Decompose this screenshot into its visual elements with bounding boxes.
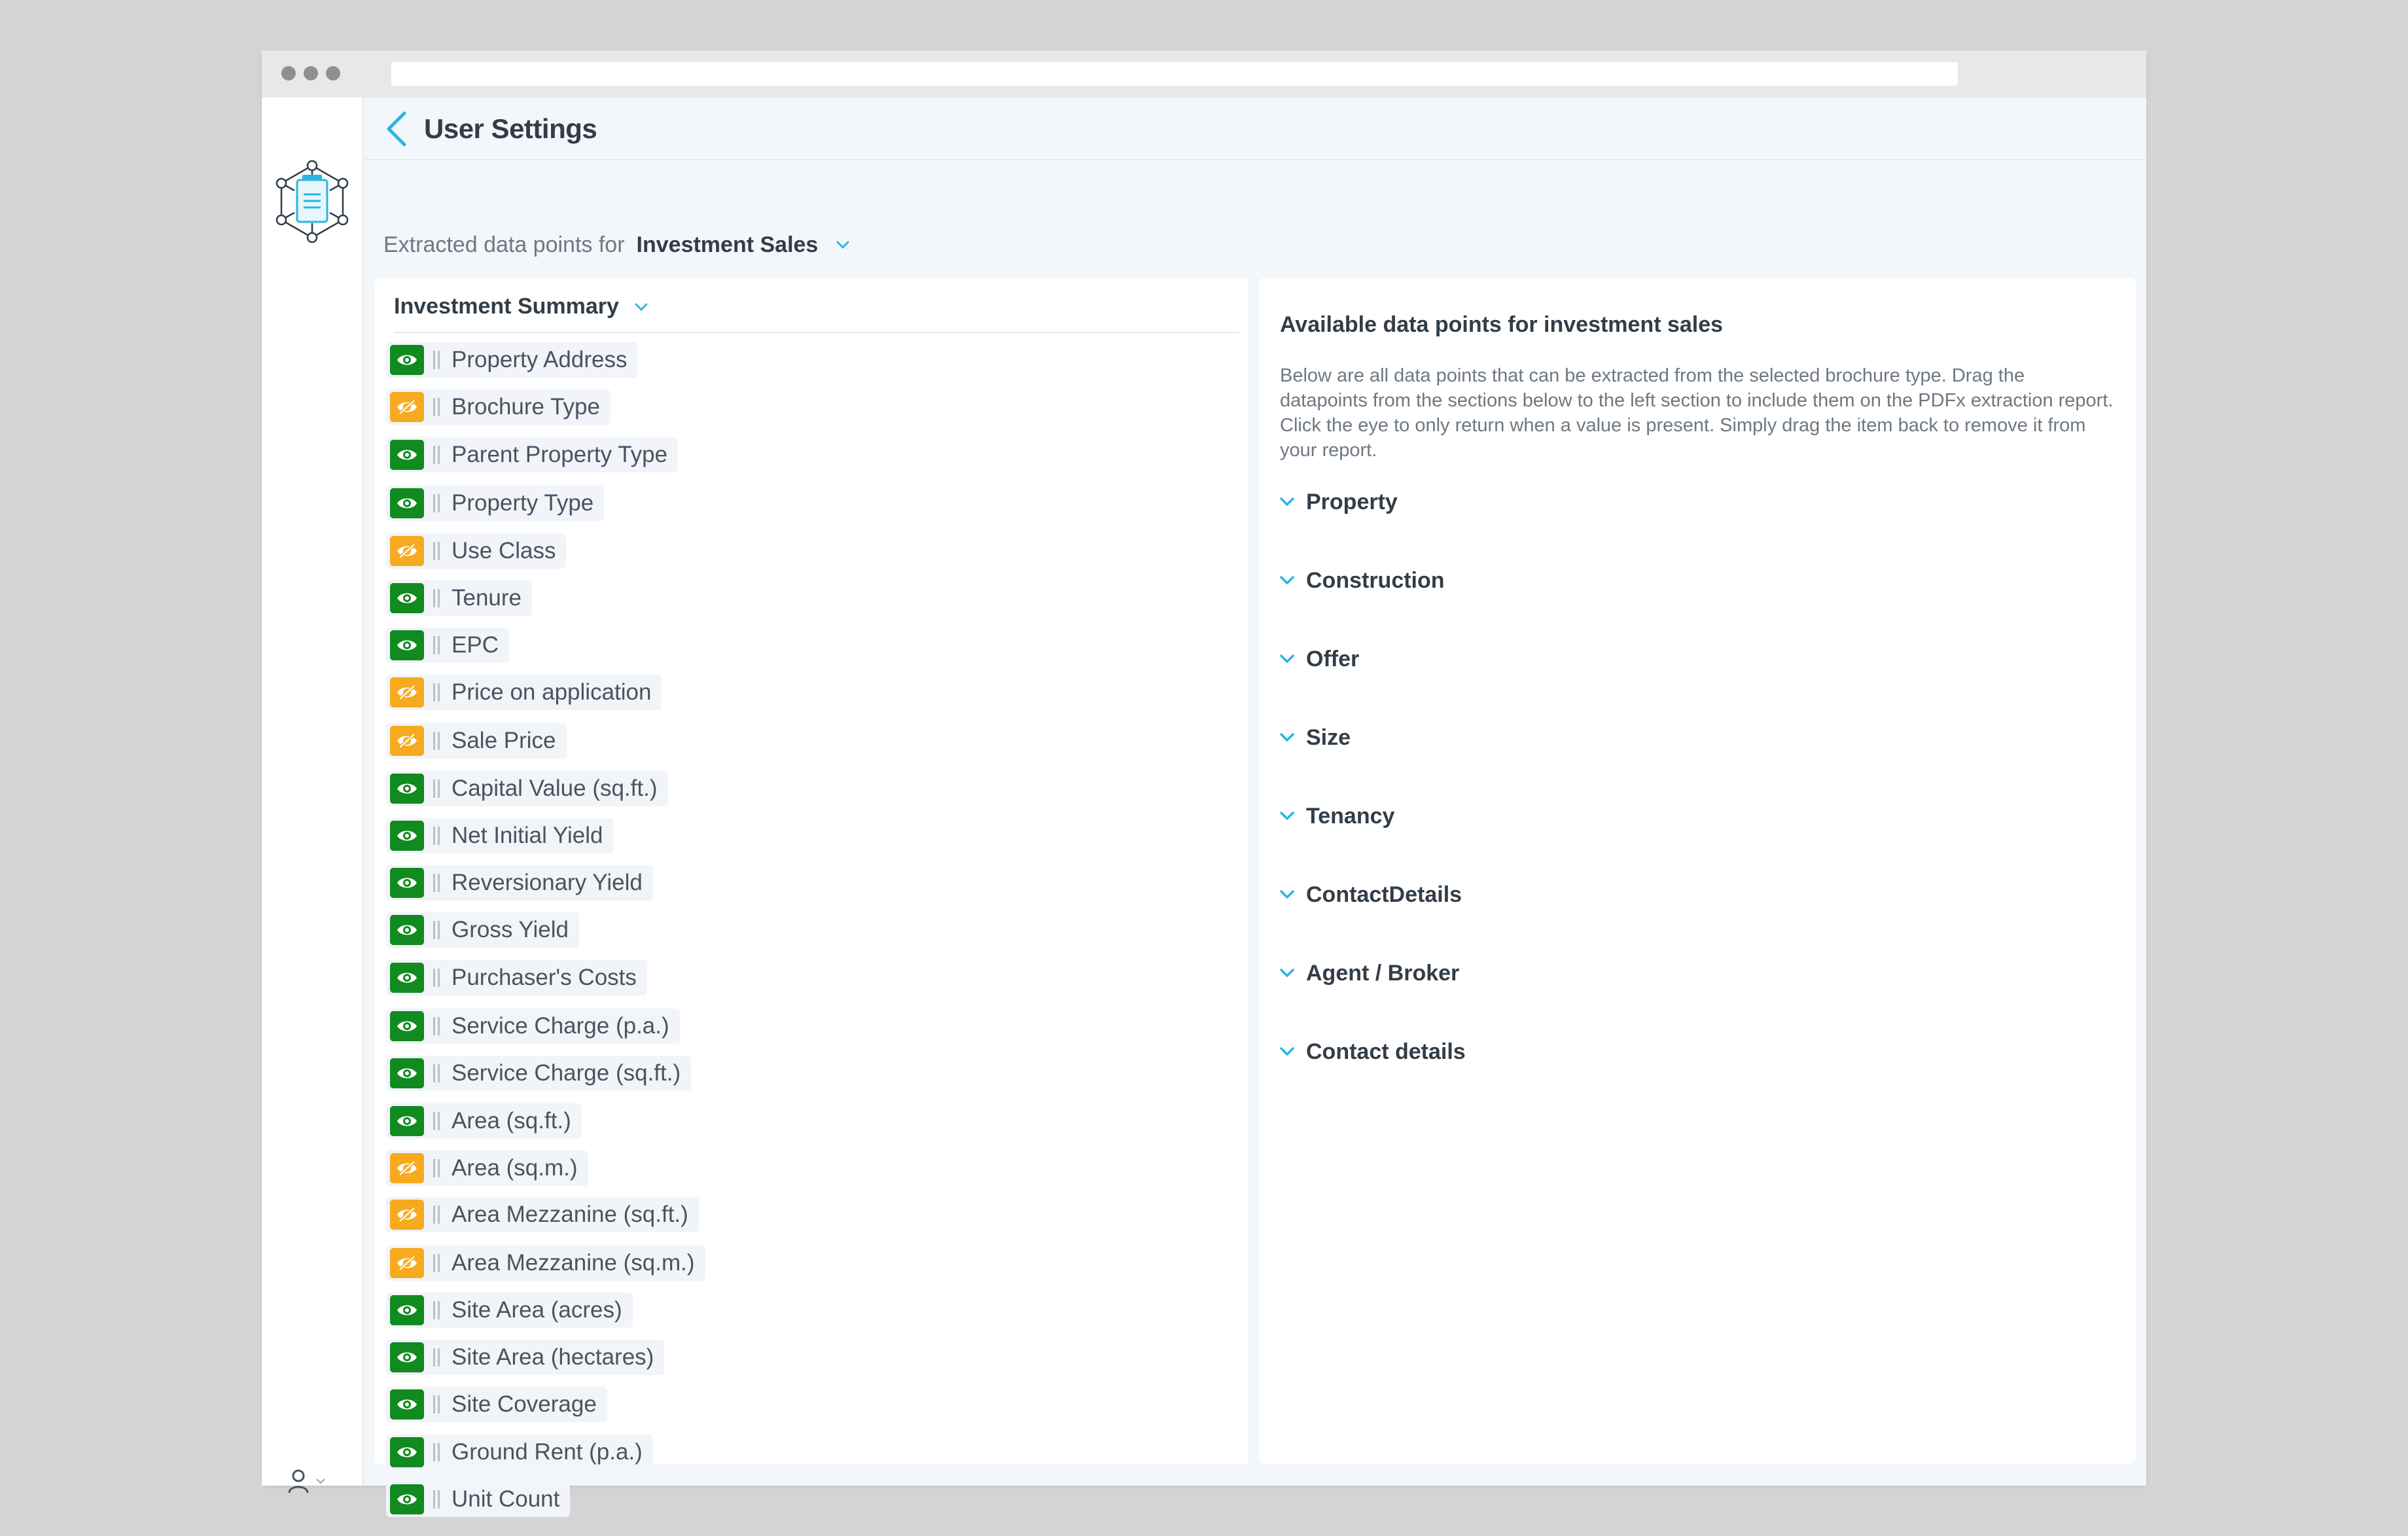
chevron-down-icon — [315, 1477, 326, 1485]
category-label: Property — [1306, 489, 1398, 514]
category-accordion[interactable] — [1279, 565, 1445, 596]
drag-handle-icon[interactable] — [433, 827, 441, 845]
visibility-toggle[interactable] — [390, 963, 424, 993]
category-accordion[interactable] — [1279, 643, 1359, 675]
back-button[interactable] — [382, 109, 411, 149]
datapoint-item[interactable] — [386, 342, 637, 378]
eye-icon — [396, 970, 418, 986]
datapoint-item[interactable] — [386, 1103, 582, 1139]
category-label: Agent / Broker — [1306, 960, 1460, 986]
visibility-toggle[interactable] — [390, 536, 424, 566]
drag-handle-icon[interactable] — [433, 1490, 441, 1509]
drag-handle-icon[interactable] — [433, 589, 441, 607]
category-label: ContactDetails — [1306, 882, 1462, 907]
eye-slash-icon — [396, 1255, 418, 1271]
chevron-down-icon — [1279, 967, 1296, 979]
datapoint-item[interactable] — [386, 1435, 653, 1470]
chevron-down-icon — [1279, 653, 1296, 665]
drag-handle-icon[interactable] — [433, 874, 441, 892]
main-content — [364, 98, 2146, 1512]
visibility-toggle[interactable] — [390, 1389, 424, 1420]
document-network-logo-icon — [274, 160, 351, 243]
chevron-down-icon — [1279, 1046, 1296, 1058]
visibility-toggle[interactable] — [390, 1484, 424, 1514]
eye-icon — [396, 1397, 418, 1412]
datapoint-label: Price on application — [452, 679, 652, 705]
eye-icon — [396, 1349, 418, 1365]
user-menu[interactable] — [287, 1465, 339, 1497]
eye-slash-icon — [396, 399, 418, 415]
visibility-toggle[interactable] — [390, 1248, 424, 1278]
extracted-prefix-label: Extracted data points for — [383, 232, 625, 257]
eye-slash-icon — [396, 1160, 418, 1176]
datapoint-item[interactable] — [386, 1197, 699, 1232]
address-bar[interactable] — [391, 62, 1958, 86]
datapoint-item[interactable] — [386, 580, 532, 616]
datapoint-item[interactable] — [386, 865, 653, 901]
datapoint-label: Use Class — [452, 538, 556, 563]
drag-handle-icon[interactable] — [433, 1254, 441, 1272]
datapoint-label: Tenure — [452, 585, 522, 611]
datapoint-item[interactable] — [386, 1387, 607, 1422]
category-label: Offer — [1306, 646, 1360, 671]
eye-icon — [396, 922, 418, 938]
datapoint-item[interactable] — [386, 1340, 664, 1375]
eye-icon — [396, 447, 418, 463]
datapoint-label: Site Area (hectares) — [452, 1344, 654, 1370]
datapoint-item[interactable] — [386, 1293, 633, 1328]
available-datapoints-panel — [1259, 278, 2136, 1464]
visibility-toggle[interactable] — [390, 392, 424, 422]
chevron-down-icon — [1279, 732, 1296, 743]
datapoint-item[interactable] — [386, 723, 567, 759]
brochure-type-value: Investment Sales — [636, 232, 819, 257]
page-title: User Settings — [424, 113, 597, 144]
eye-icon — [396, 352, 418, 368]
window-dot-1[interactable] — [281, 66, 296, 80]
datapoint-label: Site Area (acres) — [452, 1297, 622, 1323]
divider — [394, 332, 1239, 333]
drag-handle-icon[interactable] — [433, 921, 441, 939]
datapoint-item[interactable] — [386, 628, 509, 663]
section-title: Investment Summary — [394, 294, 619, 319]
visibility-toggle[interactable] — [390, 345, 424, 375]
datapoint-label: Site Coverage — [452, 1391, 597, 1417]
window-dot-2[interactable] — [304, 66, 318, 80]
drag-handle-icon[interactable] — [433, 542, 441, 560]
visibility-toggle[interactable] — [390, 1437, 424, 1467]
drag-handle-icon[interactable] — [433, 1159, 441, 1177]
datapoint-label: Gross Yield — [452, 917, 569, 942]
datapoint-label: Net Initial Yield — [452, 823, 603, 848]
page-header — [364, 98, 2146, 160]
datapoint-label: Ground Rent (p.a.) — [452, 1439, 643, 1465]
category-label: Size — [1306, 724, 1351, 750]
drag-handle-icon[interactable] — [433, 351, 441, 369]
browser-chrome — [262, 50, 2146, 98]
sidebar — [262, 98, 364, 1486]
visibility-toggle[interactable] — [390, 1011, 424, 1041]
drag-handle-icon[interactable] — [433, 1206, 441, 1224]
category-label: Tenancy — [1306, 803, 1395, 829]
drag-handle-icon[interactable] — [433, 1017, 441, 1035]
section-dropdown[interactable] — [394, 294, 649, 319]
datapoint-item[interactable] — [386, 1151, 588, 1186]
datapoint-label: Property Type — [452, 490, 594, 516]
datapoint-label: Service Charge (sq.ft.) — [452, 1060, 681, 1086]
eye-icon — [396, 1302, 418, 1318]
category-label: Construction — [1306, 567, 1445, 593]
chevron-down-icon — [1279, 889, 1296, 901]
visibility-toggle[interactable] — [390, 915, 424, 945]
eye-icon — [396, 1113, 418, 1129]
drag-handle-icon[interactable] — [433, 1112, 441, 1130]
category-accordion[interactable] — [1279, 879, 1462, 910]
chevron-left-icon — [382, 109, 411, 149]
datapoint-item[interactable] — [386, 675, 662, 710]
visibility-toggle[interactable] — [390, 1106, 424, 1136]
drag-handle-icon[interactable] — [433, 446, 441, 464]
visibility-toggle[interactable] — [390, 1200, 424, 1230]
available-description: Below are all data points that can be extracted from the selected brochure type. Drag the datapoints from the sections below to the left section to include them on the PDFx extraction report. Click the eye to only return when a value is present. Simply drag the item back to remove it from your report. — [1280, 365, 2114, 461]
datapoint-item[interactable] — [386, 437, 678, 473]
visibility-toggle[interactable] — [390, 726, 424, 756]
visibility-toggle[interactable] — [390, 868, 424, 898]
datapoint-item[interactable] — [386, 1056, 691, 1091]
datapoint-label: Area Mezzanine (sq.ft.) — [452, 1202, 688, 1227]
datapoint-label: Capital Value (sq.ft.) — [452, 776, 658, 801]
drag-handle-icon[interactable] — [433, 636, 441, 654]
datapoint-label: Sale Price — [452, 728, 556, 753]
eye-icon — [396, 1444, 418, 1460]
datapoint-label: Brochure Type — [452, 394, 600, 420]
datapoint-item[interactable] — [386, 1245, 705, 1281]
drag-handle-icon[interactable] — [433, 1064, 441, 1082]
category-label: Contact details — [1306, 1039, 1466, 1064]
datapoint-label: Parent Property Type — [452, 442, 668, 467]
visibility-toggle[interactable] — [390, 630, 424, 660]
eye-slash-icon — [396, 733, 418, 749]
eye-slash-icon — [396, 1207, 418, 1223]
datapoint-label: Reversionary Yield — [452, 870, 643, 895]
datapoint-label: Service Charge (p.a.) — [452, 1013, 669, 1039]
datapoint-label: Area (sq.ft.) — [452, 1108, 571, 1134]
datapoint-item[interactable] — [386, 771, 668, 806]
datapoint-item[interactable] — [386, 912, 579, 948]
browser-window — [262, 50, 2146, 1512]
visibility-toggle[interactable] — [390, 677, 424, 707]
category-accordion[interactable] — [1279, 486, 1398, 518]
chevron-down-icon — [1279, 575, 1296, 586]
eye-icon — [396, 1491, 418, 1507]
datapoint-label: Property Address — [452, 347, 628, 372]
datapoint-item[interactable] — [386, 533, 566, 569]
datapoint-item[interactable] — [386, 389, 611, 425]
chevron-down-icon — [835, 240, 851, 250]
selected-datapoints-panel — [374, 278, 1248, 1512]
category-accordion[interactable] — [1279, 1036, 1466, 1067]
drag-handle-icon[interactable] — [433, 969, 441, 987]
visibility-toggle[interactable] — [390, 440, 424, 470]
available-title: Available data points for investment sales — [1280, 312, 1724, 337]
visibility-toggle[interactable] — [390, 1295, 424, 1325]
datapoint-item[interactable] — [386, 1009, 680, 1044]
eye-slash-icon — [396, 543, 418, 559]
window-dot-3[interactable] — [326, 66, 340, 80]
eye-icon — [396, 828, 418, 844]
app-logo[interactable] — [274, 160, 351, 243]
eye-icon — [396, 781, 418, 796]
datapoint-label: Purchaser's Costs — [452, 965, 637, 990]
datapoint-item[interactable] — [386, 486, 604, 521]
chevron-down-icon — [633, 302, 649, 312]
datapoint-label: Area Mezzanine (sq.m.) — [452, 1250, 695, 1276]
drag-handle-icon[interactable] — [433, 732, 441, 750]
drag-handle-icon[interactable] — [433, 683, 441, 702]
category-accordion[interactable] — [1279, 722, 1351, 753]
datapoint-item[interactable] — [386, 818, 614, 853]
eye-icon — [396, 875, 418, 891]
brochure-type-selector-row — [383, 228, 851, 261]
visibility-toggle[interactable] — [390, 488, 424, 518]
drag-handle-icon[interactable] — [433, 1348, 441, 1366]
visibility-toggle[interactable] — [390, 583, 424, 613]
drag-handle-icon[interactable] — [433, 1395, 441, 1414]
datapoint-item[interactable] — [386, 960, 647, 995]
visibility-toggle[interactable] — [390, 821, 424, 851]
chevron-down-icon — [1279, 810, 1296, 822]
eye-icon — [396, 590, 418, 606]
category-accordion[interactable] — [1279, 957, 1459, 989]
eye-icon — [396, 637, 418, 653]
drag-handle-icon[interactable] — [433, 494, 441, 512]
datapoint-label: Unit Count — [452, 1486, 560, 1512]
drag-handle-icon[interactable] — [433, 779, 441, 798]
category-accordion[interactable] — [1279, 800, 1394, 832]
brochure-type-dropdown[interactable] — [637, 232, 851, 258]
eye-icon — [396, 1018, 418, 1034]
visibility-toggle[interactable] — [390, 774, 424, 804]
eye-icon — [396, 495, 418, 511]
visibility-toggle[interactable] — [390, 1153, 424, 1183]
datapoint-label: Area (sq.m.) — [452, 1155, 578, 1181]
datapoint-label: EPC — [452, 632, 499, 658]
eye-icon — [396, 1065, 418, 1081]
visibility-toggle[interactable] — [390, 1342, 424, 1372]
drag-handle-icon[interactable] — [433, 398, 441, 416]
eye-slash-icon — [396, 685, 418, 700]
drag-handle-icon[interactable] — [433, 1301, 441, 1319]
drag-handle-icon[interactable] — [433, 1443, 441, 1461]
visibility-toggle[interactable] — [390, 1058, 424, 1088]
chevron-down-icon — [1279, 496, 1296, 508]
user-icon — [287, 1468, 310, 1494]
datapoint-item[interactable] — [386, 1482, 570, 1517]
